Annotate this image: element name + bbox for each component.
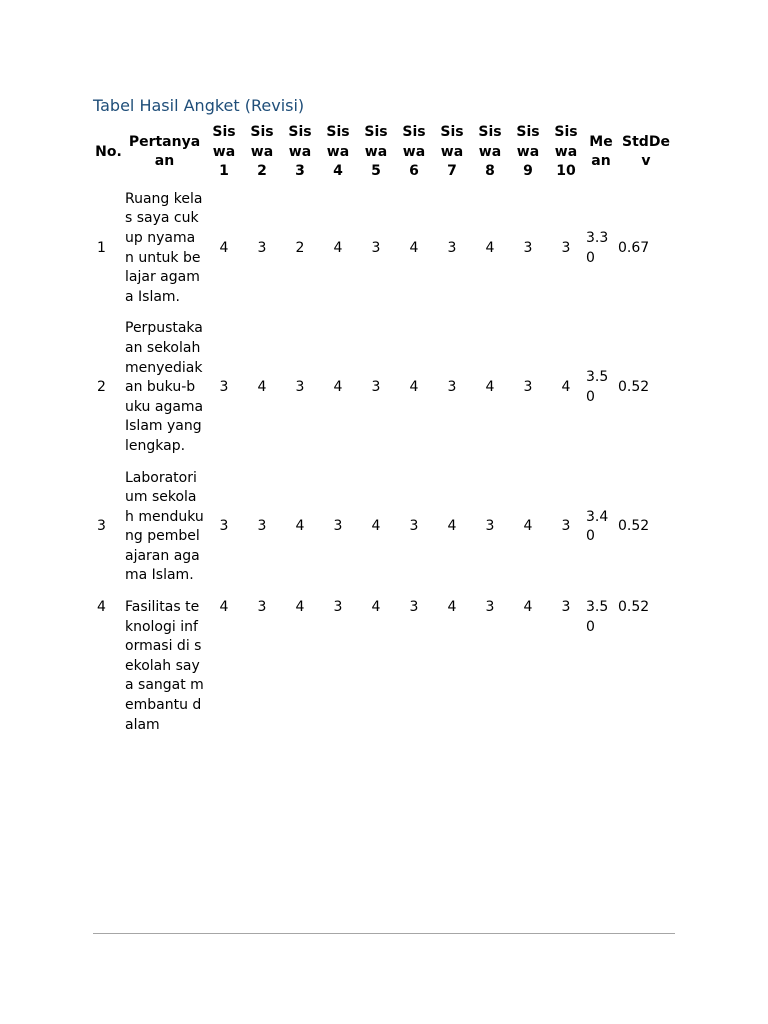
row-number: 4 bbox=[97, 599, 106, 616]
score-cell: 4 bbox=[561, 379, 571, 396]
mean-cell: 3.30 bbox=[586, 229, 609, 266]
score-cell: 3 bbox=[409, 599, 419, 616]
score-cell: 4 bbox=[333, 239, 343, 256]
header-student-7: Siswa 7 bbox=[440, 124, 464, 180]
mean-cell: 3.40 bbox=[586, 508, 609, 545]
table-row bbox=[93, 592, 675, 741]
row-number: 1 bbox=[97, 239, 106, 256]
score-cell: 4 bbox=[257, 379, 267, 396]
stddev-cell: 0.52 bbox=[618, 599, 650, 616]
row-number: 2 bbox=[97, 379, 106, 396]
score-cell: 4 bbox=[485, 379, 495, 396]
table-header-row bbox=[93, 121, 675, 184]
header-student-5: Siswa 5 bbox=[364, 124, 388, 180]
score-cell: 2 bbox=[295, 239, 305, 256]
score-cell: 3 bbox=[333, 599, 343, 616]
stddev-cell: 0.52 bbox=[618, 379, 650, 396]
score-cell: 3 bbox=[447, 379, 457, 396]
score-cell: 3 bbox=[257, 518, 267, 535]
score-cell: 3 bbox=[485, 518, 495, 535]
score-cell: 3 bbox=[219, 518, 229, 535]
question-cell: Perpustakaan sekolah menyediakan buku-buku agama Islam yang lengkap. bbox=[125, 320, 204, 454]
score-cell: 4 bbox=[409, 239, 419, 256]
score-cell: 3 bbox=[371, 379, 381, 396]
score-cell: 3 bbox=[371, 239, 381, 256]
question-cell: Laboratorium sekolah mendukung pembelajaran agama Islam. bbox=[125, 469, 204, 584]
mean-cell: 3.50 bbox=[586, 369, 609, 405]
table-row bbox=[93, 313, 675, 462]
score-cell: 3 bbox=[333, 518, 343, 535]
score-cell: 3 bbox=[561, 239, 571, 256]
table-title: Tabel Hasil Angket (Revisi) bbox=[93, 96, 305, 115]
score-cell: 4 bbox=[295, 518, 305, 535]
header-mean: Mean bbox=[589, 133, 613, 170]
score-cell: 4 bbox=[409, 379, 419, 396]
question-cell: Fasilitas teknologi informasi di sekolah saya sangat membantu dalam bbox=[125, 599, 204, 733]
header-student-10: Siswa 10 bbox=[554, 124, 578, 180]
stddev-cell: 0.67 bbox=[618, 239, 650, 256]
row-number: 3 bbox=[97, 518, 106, 535]
score-cell: 3 bbox=[523, 379, 533, 396]
score-cell: 4 bbox=[219, 239, 229, 256]
score-cell: 3 bbox=[295, 379, 305, 396]
header-no: No. bbox=[95, 143, 122, 160]
header-student-9: Siswa 9 bbox=[516, 124, 540, 180]
table-container bbox=[93, 121, 675, 933]
mean-cell: 3.50 bbox=[586, 599, 609, 635]
table-row bbox=[93, 463, 675, 593]
page-bottom-rule bbox=[93, 933, 675, 934]
score-cell: 3 bbox=[219, 379, 229, 396]
header-student-8: Siswa 8 bbox=[478, 124, 502, 180]
table-row bbox=[93, 184, 675, 314]
score-cell: 4 bbox=[333, 379, 343, 396]
score-cell: 3 bbox=[485, 599, 495, 616]
header-question: Pertanyaan bbox=[128, 133, 201, 170]
score-cell: 3 bbox=[409, 518, 419, 535]
score-cell: 4 bbox=[371, 518, 381, 535]
score-cell: 4 bbox=[371, 599, 381, 616]
score-cell: 3 bbox=[561, 599, 571, 616]
header-student-3: Siswa 3 bbox=[288, 124, 312, 180]
score-cell: 4 bbox=[523, 599, 533, 616]
stddev-cell: 0.52 bbox=[618, 518, 650, 535]
score-cell: 3 bbox=[257, 239, 267, 256]
question-cell: Ruang kelas saya cukup nyaman untuk belajar agama Islam. bbox=[125, 190, 203, 305]
score-cell: 3 bbox=[257, 599, 267, 616]
score-cell: 4 bbox=[447, 518, 457, 535]
header-student-2: Siswa 2 bbox=[250, 124, 274, 180]
header-student-6: Siswa 6 bbox=[402, 124, 426, 180]
score-cell: 3 bbox=[561, 518, 571, 535]
score-cell: 4 bbox=[523, 518, 533, 535]
score-cell: 4 bbox=[219, 599, 229, 616]
header-student-4: Siswa 4 bbox=[326, 124, 350, 180]
header-stddev: StdDev bbox=[622, 133, 670, 170]
header-student-1: Siswa 1 bbox=[212, 124, 236, 180]
score-cell: 3 bbox=[447, 239, 457, 256]
score-cell: 4 bbox=[295, 599, 305, 616]
survey-results-table bbox=[93, 121, 675, 741]
score-cell: 4 bbox=[485, 239, 495, 256]
score-cell: 4 bbox=[447, 599, 457, 616]
score-cell: 3 bbox=[523, 239, 533, 256]
